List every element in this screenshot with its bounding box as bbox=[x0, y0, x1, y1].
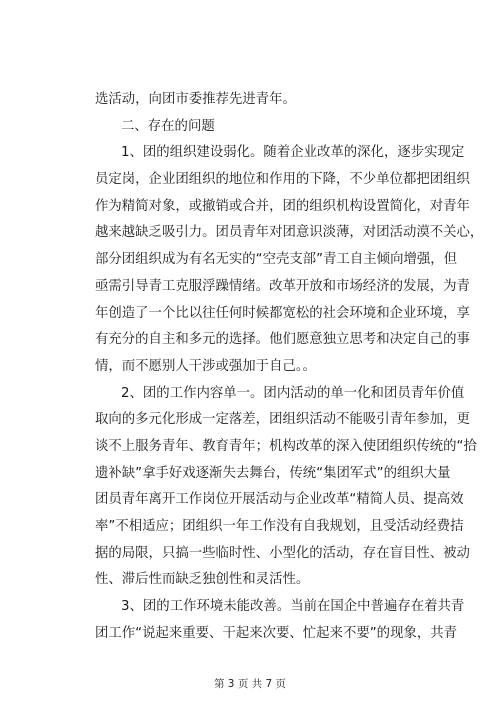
text-line: 作为精简对象，或撤销或合并，团的组织机构设置简化，对青年 bbox=[95, 198, 470, 214]
section-heading: 二、存在的问题 bbox=[121, 118, 215, 134]
text-line: 谈不上服务青年、教育青年；机构改革的深入使团组织传统的“拾 bbox=[95, 438, 477, 454]
text-line: 越来越缺乏吸引力。团员青年对团意识淡薄，对团活动漠不关心， bbox=[95, 225, 484, 241]
text-line: 据的局限，只搞一些临时性、小型化的活动，存在盲目性、被动 bbox=[95, 545, 470, 561]
text-line: 选活动，向团市委推荐先进青年。 bbox=[95, 92, 296, 107]
text-line: 团工作“说起来重要、干起来次要、忙起来不要”的现象，共青 bbox=[95, 625, 458, 641]
text-line: 部分团组织成为有名无实的“空壳支部”青工自主倾向增强，但 bbox=[95, 252, 458, 268]
text-line: 员定岗，企业团组织的地位和作用的下降，不少单位都把团组织 bbox=[95, 172, 470, 188]
text-line: 取向的多元化形成一定落差，团组织活动不能吸引青年参加，更 bbox=[95, 412, 470, 428]
text-line: 性、滞后性而缺乏独创性和灵活性。 bbox=[95, 572, 310, 588]
page-footer: 第 3 页 共 7 页 bbox=[213, 678, 287, 690]
text-line: 年创造了一个比以往任何时候都宽松的社会环境和企业环境，享 bbox=[95, 305, 470, 321]
text-line: 2、团的工作内容单一。团内活动的单一化和团员青年价值 bbox=[121, 385, 465, 401]
text-line: 3、团的工作环境未能改善。当前在国企中普遍存在着共青 bbox=[121, 599, 465, 615]
body-text bbox=[95, 87, 484, 647]
text-line: 有充分的自主和多元的选择。他们愿意独立思考和决定自己的事 bbox=[95, 332, 470, 348]
text-line: 情，而不愿别人干涉或强加于自己。。 bbox=[95, 358, 316, 374]
text-line: 遗补缺”拿手好戏逐渐失去舞台，传统“集团军式”的组织大量 bbox=[95, 465, 451, 481]
text-line: 亟需引导青工克服浮躁情绪。改革开放和市场经济的发展，为青 bbox=[95, 278, 470, 294]
text-line: 团员青年离开工作岗位开展活动与企业改革“精简人员、提高效 bbox=[95, 492, 464, 508]
text-line: 率”不相适应；团组织一年工作没有自我规划，且受活动经费拮 bbox=[95, 519, 464, 534]
text-line: 1、团的组织建设弱化。随着企业改革的深化，逐步实现定 bbox=[121, 145, 465, 161]
